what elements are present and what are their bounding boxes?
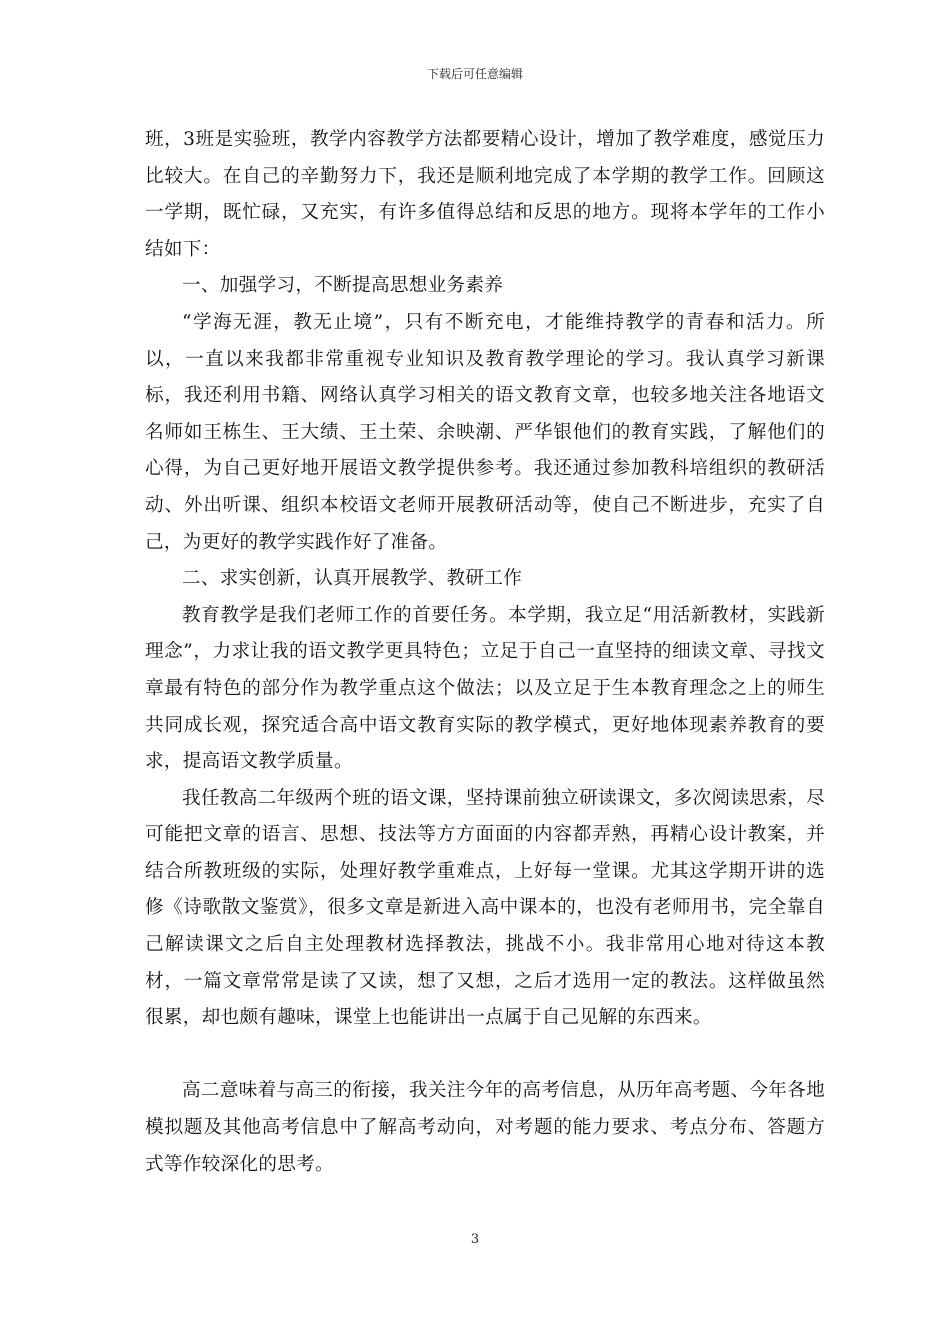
page-number: 3 (470, 1232, 480, 1247)
paragraph-spacer (145, 1037, 825, 1074)
paragraph-study: “学海无涯，教无止境”，只有不断充电，才能维持教学的青春和活力。所以，一直以来我都非常重视专业知识及教育教学理论的学习。我认真学习新课标，我还利用书籍、网络认真学习相关的语文教育文章，也较多地关注各地语文名师如王栋生、王大绩、王土荣、余映潮、严华银他们的教育实践，了解他们的心得，为自己更好地开展语文教学提供参考。我还通过参加教科培组织的教研活动、外出听课、组织本校语文老师开展教研活动等，使自己不断进步，充实了自己，为更好的教学实践作好了准备。 (145, 311, 825, 553)
page-header: 下载后可任意编辑 (426, 67, 523, 81)
paragraph-classes: 我任教高二年级两个班的语文课，坚持课前独立研读课文，多次阅读思索，尽可能把文章的语言、思想、技法等方方面面的内容都弄熟，再精心设计教案，并结合所教班级的实际，处理好教学重难点，上好每一堂课。尤其这学期开讲的选修《诗歌散文鉴赏》，很多文章是新进入高中课本的，也没有老师用书，完全靠自己解读课文之后自主处理教材选择教法，挑战不小。我非常用心地对待这本教材，一篇文章常常是读了又读，想了又想，之后才选用一定的教法。这样做虽然很累，却也颇有趣味，课堂上也能讲出一点属于自己见解的东西来。 (145, 787, 825, 1029)
section-heading-2: 二、求实创新，认真开展教学、教研工作 (182, 568, 523, 590)
paragraph-teaching: 教育教学是我们老师工作的首要任务。本学期，我立足“用活新教材，实践新理念”，力求让我的语文教学更具特色；立足于自己一直坚持的细读文章、寻找文章最有特色的部分作为教学重点这个做法；以及立足于生本教育理念之上的师生共同成长观，探究适合高中语文教育实际的教学模式，更好地体现素养教育的要求，提高语文教学质量。 (145, 604, 825, 773)
document-body (145, 122, 825, 1183)
section-heading-1: 一、加强学习，不断提高思想业务素养 (182, 275, 504, 297)
paragraph-exam: 高二意味着与高三的衔接，我关注今年的高考信息，从历年高考题、今年各地模拟题及其他高考信息中了解高考动向，对考题的能力要求、考点分布、答题方式等作较深化的思考。 (145, 1080, 825, 1175)
paragraph-intro: 班，3班是实验班，教学内容教学方法都要精心设计，增加了教学难度，感觉压力比较大。在自己的辛勤努力下，我还是顺利地完成了本学期的教学工作。回顾这一学期，既忙碌，又充实，有许多值得总结和反思的地方。现将本学年的工作小结如下： (145, 129, 825, 260)
